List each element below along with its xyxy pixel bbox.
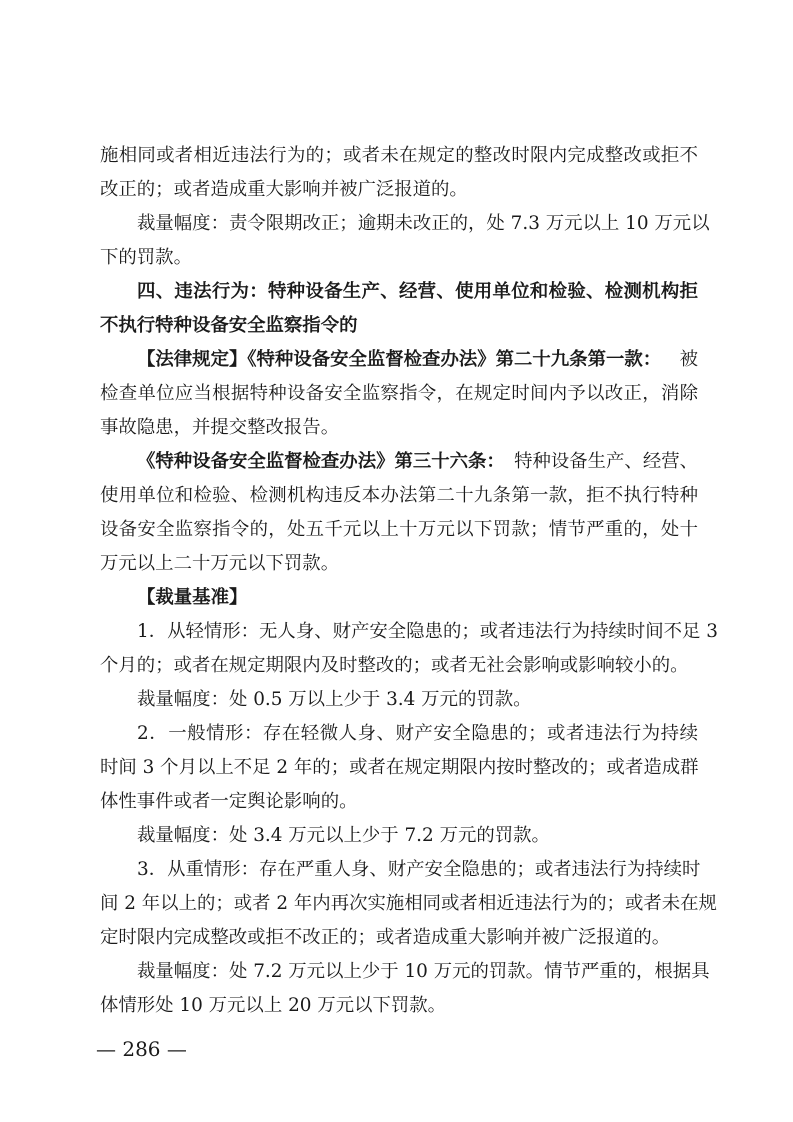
paragraph-line: 万元以上二十万元以下罚款。 <box>100 553 340 574</box>
paragraph-text: 特种设备生产、经营、 <box>514 451 698 472</box>
paragraph-line: 使用单位和检验、检测机构违反本办法第二十九条第一款，拒不执行特种 <box>100 485 698 506</box>
paragraph-line: 裁量幅度：责令限期改正；逾期未改正的，处 7.3 万元以上 10 万元以 <box>137 213 710 234</box>
section-heading: 不执行特种设备安全监察指令的 <box>100 315 358 336</box>
paragraph-line: 检查单位应当根据特种设备安全监察指令，在规定时间内予以改正，消除 <box>100 383 698 404</box>
paragraph-line: 体性事件或者一定舆论影响的。 <box>100 791 358 812</box>
paragraph-line: 裁量幅度：处 3.4 万元以上少于 7.2 万元的罚款。 <box>137 825 550 846</box>
paragraph-line: 裁量幅度：处 0.5 万以上少于 3.4 万元的罚款。 <box>137 689 532 710</box>
paragraph-line: 时间 3 个月以上不足 2 年的；或者在规定期限内按时整改的；或者造成群 <box>100 757 699 778</box>
paragraph-line: 定时限内完成整改或拒不改正的；或者造成重大影响并被广泛报道的。 <box>100 927 671 948</box>
paragraph-line: 间 2 年以上的；或者 2 年内再次实施相同或者相近违法行为的；或者未在规 <box>100 893 717 914</box>
section-heading: 四、违法行为：特种设备生产、经营、使用单位和检验、检测机构拒 <box>137 281 698 302</box>
paragraph-line <box>100 343 698 377</box>
paragraph-line: 下的罚款。 <box>100 247 192 268</box>
paragraph-line: 3．从重情形：存在严重人身、财产安全隐患的；或者违法行为持续时 <box>137 859 701 880</box>
paragraph-text: 被 <box>679 349 698 370</box>
paragraph-line: 裁量幅度：处 7.2 万元以上少于 10 万元的罚款。情节严重的，根据具 <box>137 961 710 982</box>
paragraph-line: 事故隐患，并提交整改报告。 <box>100 417 340 438</box>
body-text <box>100 139 718 1023</box>
paragraph-line: 施相同或者相近违法行为的；或者未在规定的整改时限内完成整改或拒不 <box>100 145 698 166</box>
legal-provision-label: 《特种设备安全监督检查办法》第三十六条： <box>137 451 505 472</box>
paragraph-line: 1．从轻情形：无人身、财产安全隐患的；或者违法行为持续时间不足 3 <box>137 621 718 642</box>
paragraph-line: 设备安全监察指令的，处五千元以上十万元以下罚款；情节严重的，处十 <box>100 519 698 540</box>
page-number: — 286 — <box>96 1037 187 1061</box>
paragraph-line <box>100 445 698 479</box>
paragraph-line: 2．一般情形：存在轻微人身、财产安全隐患的；或者违法行为持续 <box>137 723 698 744</box>
paragraph-line: 改正的；或者造成重大影响并被广泛报道的。 <box>100 179 468 200</box>
paragraph-line: 个月的；或者在规定期限内及时整改的；或者无社会影响或影响较小的。 <box>100 655 689 676</box>
paragraph-line: 体情形处 10 万元以上 20 万元以下罚款。 <box>100 995 447 1016</box>
discretion-standard-heading: 【裁量基准】 <box>137 587 248 608</box>
legal-provision-label: 【法律规定】《特种设备安全监督检查办法》第二十九条第一款： <box>137 349 662 370</box>
